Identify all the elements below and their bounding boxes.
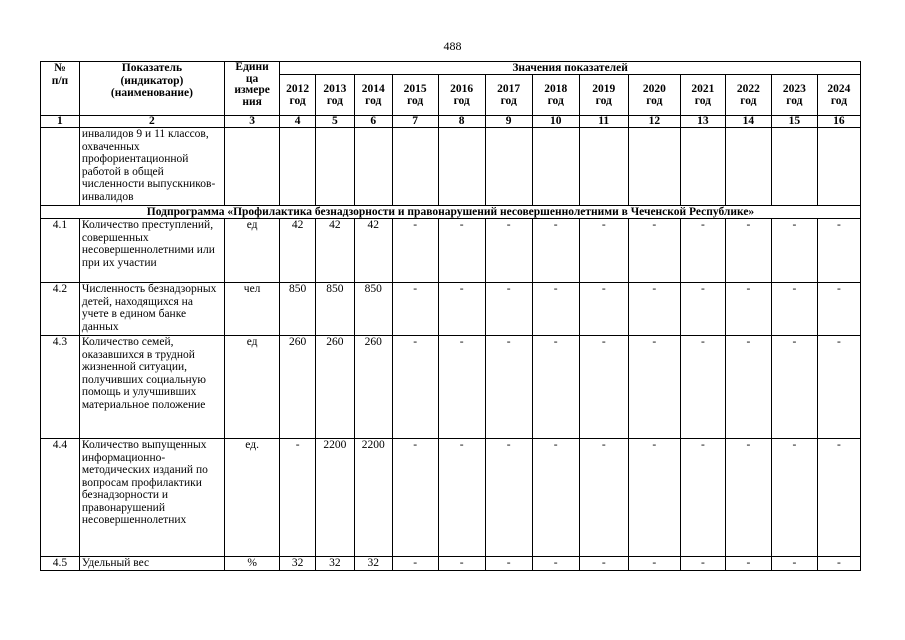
- header-year: 2013 год: [316, 75, 355, 116]
- row-value: -: [771, 283, 817, 336]
- header-row: [41, 62, 861, 75]
- table-row: [41, 439, 861, 557]
- header-year: 2018 год: [532, 75, 579, 116]
- column-number: 1: [41, 116, 80, 128]
- row-value: -: [485, 283, 532, 336]
- row-value: -: [680, 283, 725, 336]
- column-number: 5: [316, 116, 355, 128]
- column-number: 12: [628, 116, 680, 128]
- row-value: 850: [354, 283, 392, 336]
- row-value: 42: [316, 219, 355, 283]
- row-value: -: [532, 557, 579, 571]
- row-value: -: [532, 336, 579, 439]
- row-number: 4.1: [41, 219, 80, 283]
- row-value: -: [532, 283, 579, 336]
- row-value: -: [680, 219, 725, 283]
- row-value: -: [438, 439, 485, 557]
- row-value: -: [438, 283, 485, 336]
- header-num: № п/п: [41, 62, 80, 116]
- row-value: 32: [316, 557, 355, 571]
- row-value: -: [680, 439, 725, 557]
- row-value: -: [771, 557, 817, 571]
- row-value: -: [725, 557, 771, 571]
- row-value: 32: [280, 557, 316, 571]
- header-indicator: Показатель (индикатор) (наименование): [79, 62, 224, 116]
- column-number: 13: [680, 116, 725, 128]
- row-number: 4.5: [41, 557, 80, 571]
- row-label: Количество семей, оказавшихся в трудной жизненной ситуации, получивших социальную помощь и улучшивших материальное положение: [79, 336, 224, 439]
- column-number: 8: [438, 116, 485, 128]
- indicators-table: [40, 61, 861, 571]
- row-value: -: [392, 219, 438, 283]
- page-number: 488: [443, 39, 462, 53]
- row-value: 850: [316, 283, 355, 336]
- column-number: 3: [225, 116, 280, 128]
- row-unit: чел: [225, 283, 280, 336]
- column-number: 4: [280, 116, 316, 128]
- row-value: -: [725, 336, 771, 439]
- row-value: 42: [354, 219, 392, 283]
- row-label: Количество преступлений, совершенных несовершеннолетними или при их участии: [79, 219, 224, 283]
- column-number: 14: [725, 116, 771, 128]
- row-value: 32: [354, 557, 392, 571]
- table-row: [41, 283, 861, 336]
- row-unit: ед.: [225, 439, 280, 557]
- header-year: 2019 год: [579, 75, 628, 116]
- row-value: -: [628, 557, 680, 571]
- continuation-num: [41, 128, 80, 206]
- column-number: 2: [79, 116, 224, 128]
- row-value: -: [817, 283, 860, 336]
- row-number: 4.3: [41, 336, 80, 439]
- row-value: -: [680, 557, 725, 571]
- row-value: -: [392, 557, 438, 571]
- header-year: 2022 год: [725, 75, 771, 116]
- header-year: 2023 год: [771, 75, 817, 116]
- table-row: [41, 219, 861, 283]
- row-label: Удельный вес: [79, 557, 224, 571]
- subprogram-row: [41, 206, 861, 219]
- row-value: -: [579, 283, 628, 336]
- row-value: -: [628, 336, 680, 439]
- column-number: 7: [392, 116, 438, 128]
- row-value: -: [280, 439, 316, 557]
- subprogram-title: Подпрограмма «Профилактика безнадзорности и правонарушений несовершеннолетними в Чеченской Республике»: [41, 206, 861, 219]
- row-value: -: [628, 283, 680, 336]
- row-label: Количество выпущенных информационно-методических изданий по вопросам профилактики безнадзорности и правонарушений несовершеннолетних: [79, 439, 224, 557]
- row-value: -: [725, 439, 771, 557]
- row-value: -: [392, 283, 438, 336]
- row-value: -: [438, 219, 485, 283]
- row-value: -: [579, 336, 628, 439]
- header-year: 2015 год: [392, 75, 438, 116]
- row-value: 2200: [354, 439, 392, 557]
- continuation-label: инвалидов 9 и 11 классов, охваченных профориентационной работой в общей численности выпускников-инвалидов: [79, 128, 224, 206]
- row-value: -: [579, 439, 628, 557]
- row-label: Численность безнадзорных детей, находящихся на учете в едином банке данных: [79, 283, 224, 336]
- row-value: -: [392, 336, 438, 439]
- row-value: -: [438, 557, 485, 571]
- row-unit: ед: [225, 336, 280, 439]
- row-value: -: [485, 219, 532, 283]
- row-value: -: [680, 336, 725, 439]
- row-value: -: [579, 219, 628, 283]
- row-value: 850: [280, 283, 316, 336]
- header-year: 2020 год: [628, 75, 680, 116]
- column-number: 10: [532, 116, 579, 128]
- row-number: 4.2: [41, 283, 80, 336]
- row-value: 42: [280, 219, 316, 283]
- row-value: -: [532, 219, 579, 283]
- row-value: -: [771, 439, 817, 557]
- column-number: 9: [485, 116, 532, 128]
- row-value: -: [628, 219, 680, 283]
- column-numbers-row: [41, 116, 861, 128]
- row-value: 2200: [316, 439, 355, 557]
- row-value: -: [485, 336, 532, 439]
- header-year: 2012 год: [280, 75, 316, 116]
- row-value: -: [817, 219, 860, 283]
- header-unit: Едини ца измере ния: [225, 62, 280, 116]
- row-value: -: [485, 557, 532, 571]
- column-number: 16: [817, 116, 860, 128]
- row-value: -: [817, 336, 860, 439]
- row-value: 260: [316, 336, 355, 439]
- header-values-title: Значения показателей: [280, 62, 861, 75]
- row-value: -: [771, 219, 817, 283]
- header-year: 2021 год: [680, 75, 725, 116]
- row-value: -: [392, 439, 438, 557]
- row-value: 260: [354, 336, 392, 439]
- row-number: 4.4: [41, 439, 80, 557]
- table-row: [41, 336, 861, 439]
- row-value: -: [532, 439, 579, 557]
- row-value: 260: [280, 336, 316, 439]
- continuation-row: [41, 128, 861, 206]
- row-value: -: [438, 336, 485, 439]
- header-year: 2024 год: [817, 75, 860, 116]
- row-value: -: [771, 336, 817, 439]
- row-value: -: [725, 283, 771, 336]
- row-value: -: [817, 557, 860, 571]
- row-value: -: [725, 219, 771, 283]
- header-year: 2016 год: [438, 75, 485, 116]
- continuation-unit: [225, 128, 280, 206]
- column-number: 6: [354, 116, 392, 128]
- row-value: -: [485, 439, 532, 557]
- row-value: -: [817, 439, 860, 557]
- header-year: 2017 год: [485, 75, 532, 116]
- row-unit: ед: [225, 219, 280, 283]
- header-year: 2014 год: [354, 75, 392, 116]
- row-value: -: [628, 439, 680, 557]
- column-number: 11: [579, 116, 628, 128]
- row-value: -: [579, 557, 628, 571]
- column-number: 15: [771, 116, 817, 128]
- table-row: [41, 557, 861, 571]
- row-unit: %: [225, 557, 280, 571]
